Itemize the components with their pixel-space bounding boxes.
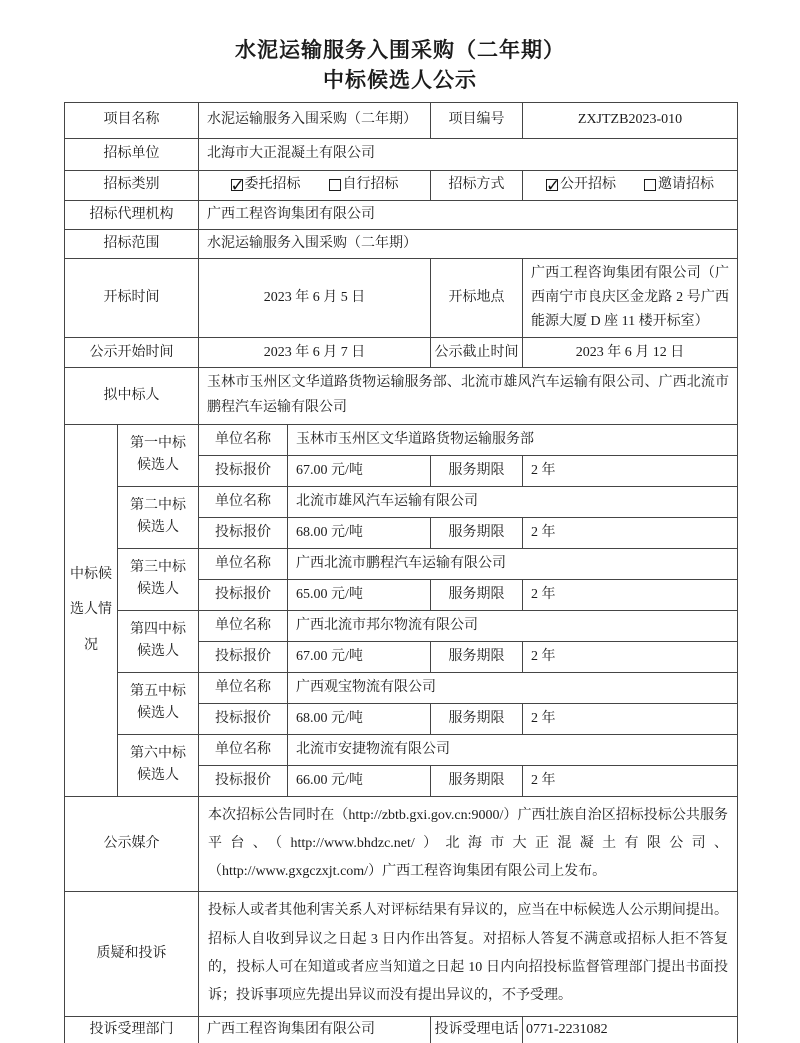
bid-price-label: 投标报价	[199, 641, 288, 672]
unit-name-value: 北流市安捷物流有限公司	[288, 734, 738, 765]
proposed-winners-label: 拟中标人	[65, 367, 199, 424]
unit-name-value: 广西北流市邦尔物流有限公司	[288, 610, 738, 641]
tender-unit-value: 北海市大正混凝土有限公司	[199, 138, 738, 170]
service-period-label: 服务期限	[431, 641, 523, 672]
candidate-rank-label: 第一中标候选人	[118, 424, 199, 486]
unit-name-value: 玉林市玉州区文华道路货物运输服务部	[288, 424, 738, 455]
agency-label: 招标代理机构	[65, 200, 199, 229]
unit-name-label: 单位名称	[199, 548, 288, 579]
candidate-rank-label: 第六中标候选人	[118, 734, 199, 796]
unit-name-value: 广西观宝物流有限公司	[288, 672, 738, 703]
service-period-value: 2 年	[523, 455, 738, 486]
complaint-phone-value: 0771-2231082	[523, 1016, 738, 1043]
document-title-line1: 水泥运输服务入围采购（二年期）	[235, 38, 565, 62]
publicity-end-value: 2023 年 6 月 12 日	[523, 337, 738, 367]
project-no-label: 项目编号	[431, 102, 523, 138]
checkbox-label: 委托招标	[244, 177, 301, 193]
candidates-section-label: 中标候选人情况	[65, 424, 118, 796]
objection-label: 质疑和投诉	[65, 892, 199, 1016]
service-period-value: 2 年	[523, 641, 738, 672]
service-period-value: 2 年	[523, 579, 738, 610]
unit-name-label: 单位名称	[199, 486, 288, 517]
tender-category-option-self	[329, 174, 399, 196]
announcement-table	[64, 102, 738, 1043]
publicity-end-label: 公示截止时间	[431, 337, 523, 367]
table-row	[65, 200, 738, 229]
bid-price-label: 投标报价	[199, 765, 288, 796]
unit-name-label: 单位名称	[199, 424, 288, 455]
service-period-value: 2 年	[523, 765, 738, 796]
agency-value: 广西工程咨询集团有限公司	[199, 200, 738, 229]
service-period-label: 服务期限	[431, 517, 523, 548]
tender-category-option-entrusted	[231, 174, 301, 196]
unit-name-label: 单位名称	[199, 734, 288, 765]
bid-price-value: 65.00 元/吨	[288, 579, 431, 610]
table-row	[65, 170, 738, 200]
bid-price-label: 投标报价	[199, 455, 288, 486]
project-name-value: 水泥运输服务入围采购（二年期）	[199, 102, 431, 138]
project-name-label: 项目名称	[65, 102, 199, 138]
candidate-row	[65, 610, 738, 641]
bid-opening-place-label: 开标地点	[431, 258, 523, 337]
publicity-start-label: 公示开始时间	[65, 337, 199, 367]
table-row	[65, 337, 738, 367]
candidate-row	[65, 424, 738, 455]
tender-category-label: 招标类别	[65, 170, 199, 200]
tender-unit-label: 招标单位	[65, 138, 199, 170]
bid-price-label: 投标报价	[199, 579, 288, 610]
service-period-label: 服务期限	[431, 765, 523, 796]
bid-opening-time-label: 开标时间	[65, 258, 199, 337]
scope-value: 水泥运输服务入围采购（二年期）	[199, 229, 738, 258]
table-row	[65, 258, 738, 337]
unit-name-label: 单位名称	[199, 610, 288, 641]
bid-price-value: 67.00 元/吨	[288, 641, 431, 672]
candidate-rank-label: 第三中标候选人	[118, 548, 199, 610]
checkbox-unchecked-icon[interactable]	[644, 179, 656, 191]
publicity-start-value: 2023 年 6 月 7 日	[199, 337, 431, 367]
bid-price-value: 68.00 元/吨	[288, 703, 431, 734]
unit-name-label: 单位名称	[199, 672, 288, 703]
unit-name-value: 北流市雄风汽车运输有限公司	[288, 486, 738, 517]
tender-method-option-open	[546, 174, 616, 196]
service-period-value: 2 年	[523, 703, 738, 734]
complaint-dept-label: 投诉受理部门	[65, 1016, 199, 1043]
media-label: 公示媒介	[65, 796, 199, 892]
unit-name-value: 广西北流市鹏程汽车运输有限公司	[288, 548, 738, 579]
document-title	[0, 0, 800, 96]
tender-category-options	[199, 170, 431, 200]
table-row	[65, 796, 738, 892]
proposed-winners-value: 玉林市玉州区文华道路货物运输服务部、北流市雄风汽车运输有限公司、广西北流市鹏程汽车运输有限公司	[199, 367, 738, 424]
candidate-row	[65, 672, 738, 703]
checkbox-label: 自行招标	[342, 177, 399, 193]
document-title-line2: 中标候选人公示	[323, 67, 477, 92]
complaint-phone-label: 投诉受理电话	[431, 1016, 523, 1043]
checkbox-checked-icon[interactable]	[546, 179, 558, 191]
service-period-label: 服务期限	[431, 579, 523, 610]
candidate-row	[65, 486, 738, 517]
checkbox-label: 邀请招标	[658, 177, 714, 193]
bid-price-value: 66.00 元/吨	[288, 765, 431, 796]
scope-label: 招标范围	[65, 229, 199, 258]
checkbox-label: 公开招标	[560, 177, 616, 193]
media-text: 本次招标公告同时在（http://zbtb.gxi.gov.cn:9000/）广西壮族自治区招标投标公共服务平台、（http://www.bhdzc.net/）北海市大正混凝土有限公司、（http://www.gxgczxjt.com/）广西工程咨询集团有限公司上发布。	[199, 796, 738, 892]
project-no-value: ZXJTZB2023-010	[523, 102, 738, 138]
bid-price-value: 68.00 元/吨	[288, 517, 431, 548]
tender-method-option-invite	[644, 174, 714, 196]
bid-opening-place-value: 广西工程咨询集团有限公司（广西南宁市良庆区金龙路 2 号广西能源大厦 D 座 11 楼开标室）	[523, 258, 738, 337]
table-row	[65, 102, 738, 138]
table-row	[65, 367, 738, 424]
bid-opening-time-value: 2023 年 6 月 5 日	[199, 258, 431, 337]
candidate-rank-label: 第五中标候选人	[118, 672, 199, 734]
bid-price-label: 投标报价	[199, 517, 288, 548]
service-period-value: 2 年	[523, 517, 738, 548]
tender-method-label: 招标方式	[431, 170, 523, 200]
candidate-row	[65, 548, 738, 579]
table-row	[65, 229, 738, 258]
complaint-dept-value: 广西工程咨询集团有限公司	[199, 1016, 431, 1043]
bid-price-label: 投标报价	[199, 703, 288, 734]
candidate-rank-label: 第二中标候选人	[118, 486, 199, 548]
table-row	[65, 892, 738, 1016]
checkbox-checked-icon[interactable]	[231, 179, 243, 191]
bid-price-value: 67.00 元/吨	[288, 455, 431, 486]
table-row	[65, 1016, 738, 1043]
candidate-rank-label: 第四中标候选人	[118, 610, 199, 672]
objection-text: 投标人或者其他利害关系人对评标结果有异议的，应当在中标候选人公示期间提出。招标人自收到异议之日起 3 日内作出答复。对招标人答复不满意或招标人拒不答复的，投标人可在知道或者应当知道之日起 10 日内向招投标监督管理部门提出书面投诉；投诉事项应先提出异议而没有提出异议的，不予受理。	[199, 892, 738, 1016]
service-period-label: 服务期限	[431, 455, 523, 486]
tender-method-options	[523, 170, 738, 200]
checkbox-unchecked-icon[interactable]	[329, 179, 341, 191]
table-row	[65, 138, 738, 170]
candidate-row	[65, 734, 738, 765]
service-period-label: 服务期限	[431, 703, 523, 734]
